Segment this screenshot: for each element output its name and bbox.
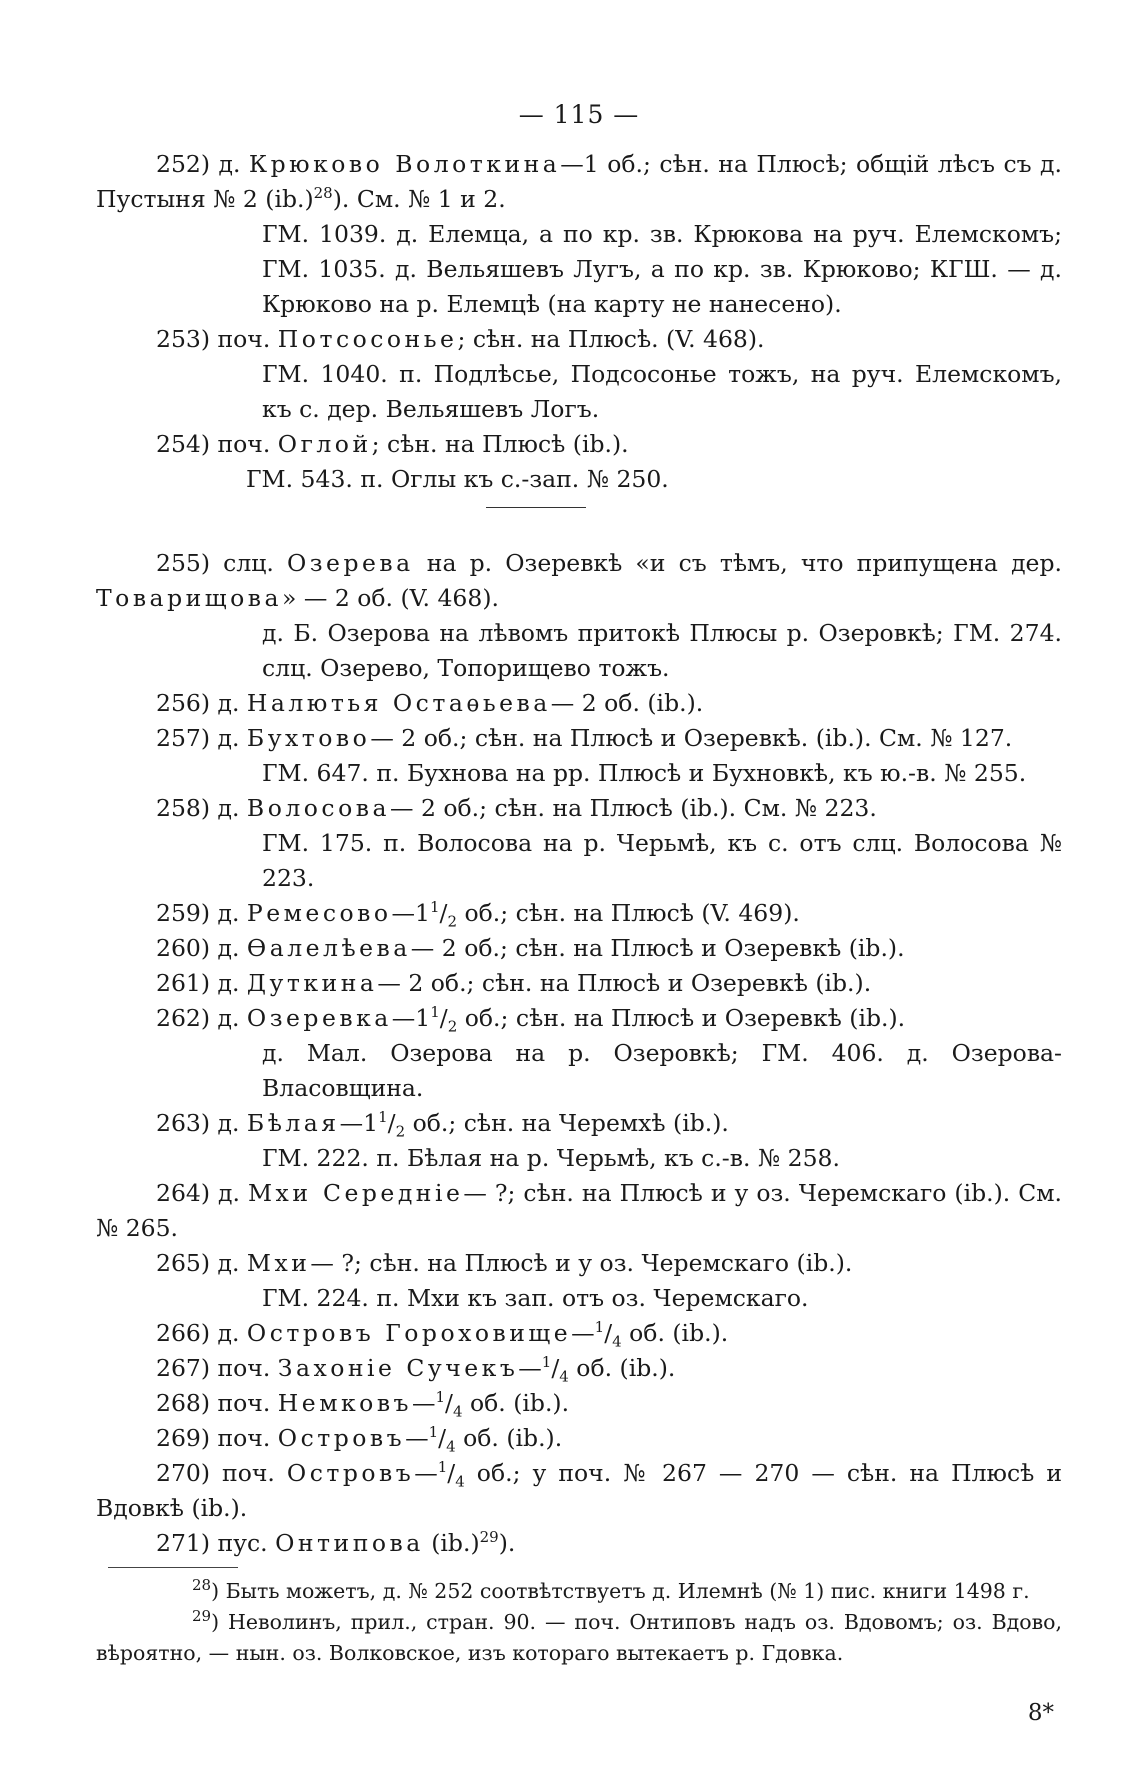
entry-265: 265) д. Мхи— ?; сѣн. на Плюсѣ и у оз. Черемскаго (ib.). [156, 1249, 853, 1277]
section-divider [486, 507, 586, 508]
footnote-rule [108, 1567, 238, 1568]
entry-271: 271) пус. Онтипова $(ib.)^{29}$). [156, 1528, 516, 1557]
entry-262: 262) д. $Озеревка—1^1/_2$ об.; сѣн. на Плюсѣ и Озеревкѣ (ib.). [156, 1003, 906, 1036]
note-258: ГМ. 175. п. Волосова на р. Черьмѣ, къ с. отъ слц. Волосова № 223. [262, 829, 1062, 892]
note-257: ГМ. 647. п. Бухнова на рр. Плюсѣ и Бухновкѣ, къ ю.-в. № 255. [262, 759, 1027, 787]
entry-259: 259) д. $Ремесово—1^1/_2$ об.; сѣн. на Плюсѣ (V. 469). [156, 898, 800, 931]
note-252: ГМ. 1039. д. Елемца, а по кр. зв. Крюкова на руч. Елемскомъ; ГМ. 1035. д. Вельяшевъ Лугъ, а по кр. зв. Крюково; КГШ. — д. Крюково на р. Елемцѣ (на карту не нанесено). [262, 220, 1062, 318]
entry-263: 263) д. $Бѣлая—1^1/_2$ об.; сѣн. на Черемхѣ (ib.). [156, 1108, 729, 1141]
note-253: ГМ. 1040. п. Подлѣсье, Подсосонье тожъ, на руч. Елемскомъ, къ с. дер. Вельяшевъ Логъ. [262, 360, 1062, 423]
footnote-28: $^{28}$) Быть можетъ, д. № 252 соотвѣтствуетъ д. Илемнѣ (№ 1) пис. книги 1498 г. [192, 1576, 1030, 1603]
entry-258: 258) д. Волосова— 2 об.; сѣн. на Плюсѣ (ib.). См. № 223. [156, 794, 877, 822]
entry-261: 261) д. Дуткина— 2 об.; сѣн. на Плюсѣ и Озеревкѣ (ib.). [156, 969, 872, 997]
entry-266: 266) д. Островъ $Гороховище—^1/_4$ об. (ib.). [156, 1318, 729, 1351]
entry-255: 255) слц. Озерева на р. Озеревкѣ «и съ тѣмъ, что припущена дер. Товарищова» — 2 об. (V. 468). [96, 549, 1062, 612]
note-255: д. Б. Озерова на лѣвомъ притокѣ Плюсы р. Озеровкѣ; ГМ. 274. слц. Озерево, Топорищево тожъ. [262, 619, 1062, 682]
note-262: д. Мал. Озерова на р. Озеровкѣ; ГМ. 406. д. Озерова-Власовщина. [262, 1039, 1062, 1102]
page-number: — 115 — [518, 100, 640, 129]
entry-252: 252) д. Крюково Волоткина—1 об.; сѣн. на Плюсѣ; общій лѣсъ съ д. Пустыня № 2 $(ib.)^{28}$). См. № 1 и 2. [96, 150, 1062, 213]
note-254: ГМ. 543. п. Оглы къ с.-зап. № 250. [246, 465, 669, 493]
entry-268: 268) поч. $Немковъ—^1/_4$ об. (ib.). [156, 1388, 570, 1421]
entry-256: 256) д. Налютья Остаѳьева— 2 об. (ib.). [156, 689, 704, 717]
entry-253: 253) поч. Потсосонье; сѣн. на Плюсѣ. (V. 468). [156, 325, 765, 353]
entry-260: 260) д. Ѳалелѣева— 2 об.; сѣн. на Плюсѣ и Озеревкѣ (ib.). [156, 934, 905, 962]
footnote-29: $^{29}$) Неволинъ, прил., стран. 90. — поч. Онтиповъ надъ оз. Вдовомъ; оз. Вдово, вѣроятно, — нын. оз. Волковское, изъ котораго вытекаетъ р. Гдовка. [96, 1607, 1062, 1665]
entry-257: 257) д. Бухтово— 2 об.; сѣн. на Плюсѣ и Озеревкѣ. (ib.). См. № 127. [156, 724, 1013, 752]
entry-254: 254) поч. Оглой; сѣн. на Плюсѣ (ib.). [156, 430, 629, 458]
note-265: ГМ. 224. п. Мхи къ зап. отъ оз. Черемскаго. [262, 1284, 809, 1312]
footnotes [96, 1576, 1062, 1669]
entry-269: 269) поч. $Островъ—^1/_4$ об. (ib.). [156, 1423, 563, 1456]
entry-270: 270) поч. $Островъ—^1/_4$ об.; у поч. № 267 — 270 — сѣн. на Плюсѣ и Вдовкѣ (ib.). [96, 1458, 1062, 1522]
signature-mark: 8* [1027, 1700, 1054, 1726]
note-263: ГМ. 222. п. Бѣлая на р. Черьмѣ, къ с.-в. № 258. [262, 1144, 840, 1172]
entry-264: 264) д. Мхи Середніе— ?; сѣн. на Плюсѣ и у оз. Черемскаго (ib.). См. № 265. [96, 1179, 1062, 1242]
entry-267: 267) поч. Захоніе $Сучекъ—^1/_4$ об. (ib.). [156, 1353, 676, 1386]
entries [96, 147, 1062, 1561]
